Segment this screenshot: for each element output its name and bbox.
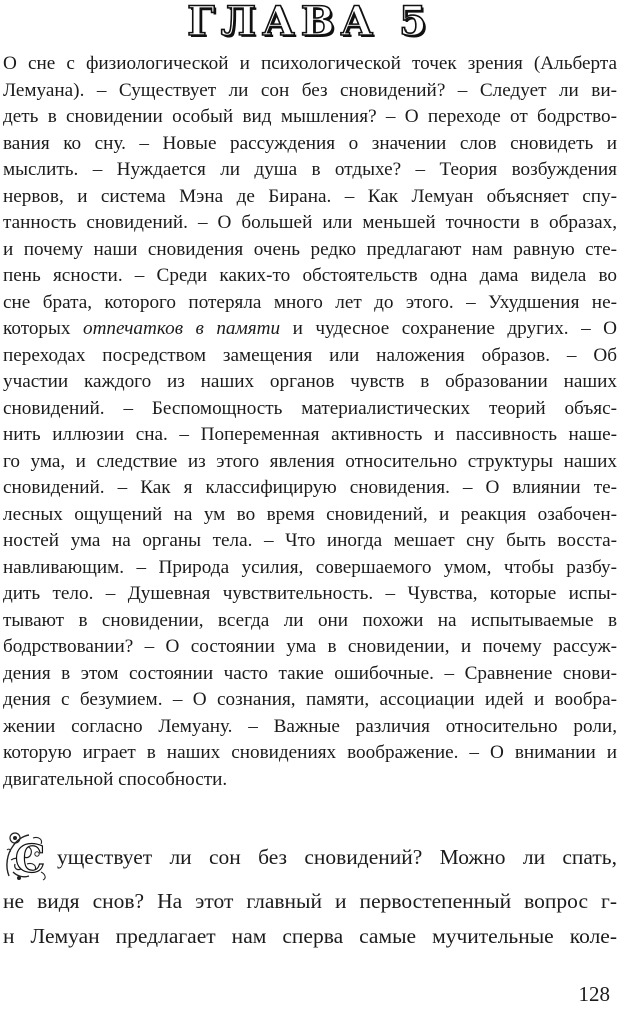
summary-line: деть в сновидении особый вид мышления? – О переходе от бодрство- (3, 106, 617, 127)
drop-cap-ornament (3, 826, 55, 884)
chapter-title: ГЛАВА 5 (187, 0, 433, 45)
summary-line: ностей ума на органы тела. – Что иногда мешает сну быть восста- (3, 530, 617, 551)
summary-text: и чудесное сохранение других. – О (280, 318, 617, 339)
page-number: 128 (578, 982, 610, 1006)
drop-cap-letter: С (14, 836, 46, 881)
summary-line: и почему наши сновидения очень редко предлагают нам равную сте- (3, 238, 617, 260)
summary-line: которую играет в наших сновидениях воображение. – О внимании и (3, 742, 617, 763)
summary-line: навливающим. – Природа усилия, совершаемого умом, чтобы разбу- (3, 556, 617, 578)
summary-line: сновидений. – Как я классифицирую сновидения. – О влиянии те- (3, 477, 617, 498)
summary-line: участии каждого из наших органов чувств в образовании наших (3, 371, 617, 392)
body-line: не видя снов? На этот главный и первостепенный вопрос г- (3, 889, 617, 913)
summary-line: сне брата, которого потеряла много лет до этого. – Ухудшения не- (3, 291, 617, 313)
summary-italic-phrase: отпечатков в памяти (82, 318, 281, 339)
summary-line: нить иллюзии сна. – Попеременная активность и пассивность наше- (3, 424, 617, 445)
summary-line: Лемуана). – Существует ли сон без сновидений? – Следует ли ви- (3, 79, 617, 101)
summary-line: лесных ощущений на ум во время сновидений, и реакция озабочен- (3, 503, 617, 525)
summary-line: мыслить. – Нуждается ли душа в отдыхе? – Теория возбуждения (3, 159, 617, 180)
body-line: н Лемуан предлагает нам сперва самые мучительные коле- (3, 924, 617, 948)
body-first-line-text: уществует ли сон без сновидений? Можно ли спать, (57, 845, 617, 869)
summary-line: жении согласно Лемуану. – Важные различия относительно роли, (3, 715, 617, 737)
summary-line: пень ясности. – Среди каких-то обстоятельств одна дама видела во (3, 265, 617, 286)
summary-line: танность сновидений. – О большей или меньшей точности в образах, (3, 212, 617, 233)
chapter-summary (3, 51, 617, 793)
body-text (3, 836, 617, 954)
summary-line: вания ко сну. – Новые рассуждения о значении слов сновидеть и (3, 132, 617, 154)
body-first-line (3, 836, 617, 884)
summary-text: которых (3, 318, 83, 339)
summary-line: О сне с физиологической и психологической точек зрения (Альберта (3, 53, 617, 74)
summary-line: нервов, и система Мэна де Бирана. – Как Лемуан объясняет спу- (3, 185, 617, 207)
summary-line: дения с безумием. – О сознания, памяти, ассоциации идей и вообра- (3, 689, 617, 710)
summary-line: бодрствовании? – О состоянии ума в сновидении, и почему рассуж- (3, 636, 617, 657)
summary-line: тывают в сновидении, всегда ли они похожи на испытываемые в (3, 609, 617, 631)
summary-line: сновидений. – Беспомощность материалистических теорий объяс- (3, 397, 617, 419)
summary-line: дить тело. – Душевная чувствительность. – Чувства, которые испы- (3, 583, 617, 604)
summary-line: дения в этом состоянии часто такие ошибочные. – Сравнение снови- (3, 662, 617, 684)
summary-line: переходах посредством замещения или наложения образов. – Об (3, 344, 617, 366)
summary-line: двигательной способности. (3, 768, 228, 790)
summary-line: го ума, и следствие из этого явления относительно структуры наших (3, 450, 617, 472)
summary-line (3, 316, 617, 343)
